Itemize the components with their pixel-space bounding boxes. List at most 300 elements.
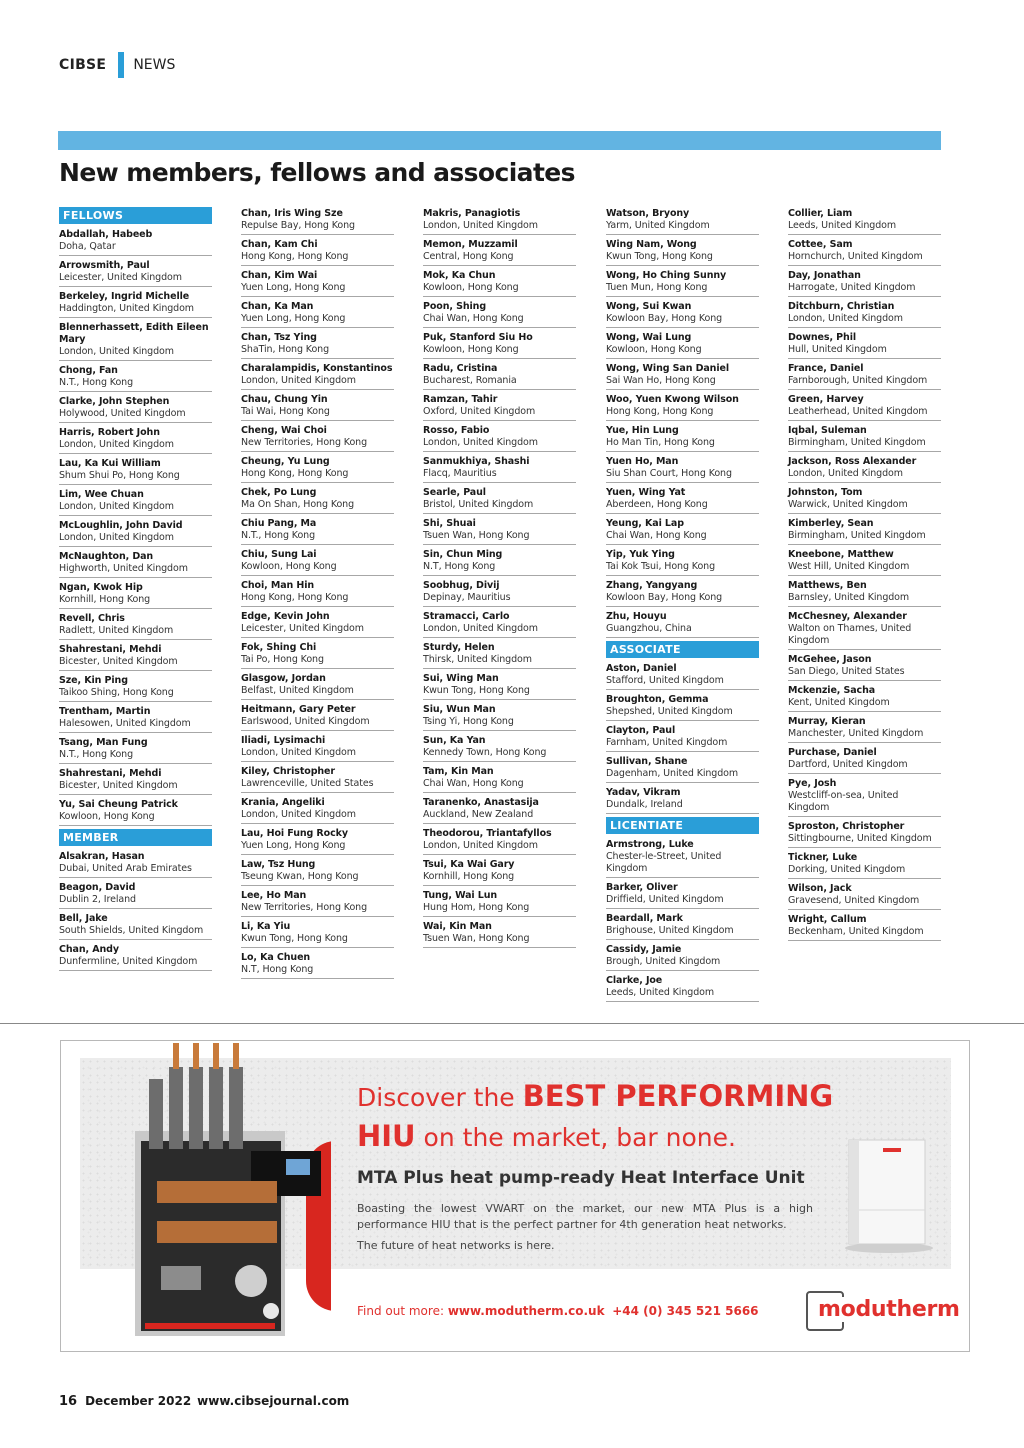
member-location: Leicester, United Kingdom (241, 623, 364, 634)
list-item (59, 581, 212, 609)
member-name: Yu, Sai Cheung Patrick (59, 799, 178, 810)
list-item (606, 662, 759, 690)
member-location: Flacq, Mauritius (423, 468, 497, 479)
member-location: London, United Kingdom (59, 501, 174, 512)
member-location: Bicester, United Kingdom (59, 656, 178, 667)
member-location: Guangzhou, China (606, 623, 692, 634)
ad-contact-line (357, 1304, 759, 1318)
hiu-product-image (121, 1041, 331, 1346)
member-name: Puk, Stanford Siu Ho (423, 332, 533, 343)
list-item (606, 362, 759, 390)
member-name: Jackson, Ross Alexander (788, 456, 917, 467)
list-item (241, 858, 394, 886)
member-location: Dundalk, Ireland (606, 799, 683, 810)
member-name: Lau, Ka Kui William (59, 458, 161, 469)
member-name: Heitmann, Gary Peter (241, 704, 356, 715)
list-item (423, 362, 576, 390)
issue-date: December 2022 (85, 1394, 192, 1408)
list-item (606, 693, 759, 721)
member-location: Ma On Shan, Hong Kong (241, 499, 355, 510)
member-name: Radu, Cristina (423, 363, 498, 374)
member-location: Walton on Thames, United Kingdom (788, 623, 912, 646)
member-location: Birmingham, United Kingdom (788, 530, 926, 541)
list-item (788, 684, 941, 712)
member-location: Oxford, United Kingdom (423, 406, 536, 417)
list-item (423, 734, 576, 762)
list-item (606, 207, 759, 235)
member-location: N.T., Hong Kong (241, 530, 316, 541)
member-name: Sin, Chun Ming (423, 549, 503, 560)
member-location: N.T., Hong Kong (59, 749, 134, 760)
member-location: Bicester, United Kingdom (59, 780, 178, 791)
member-name: Chek, Po Lung (241, 487, 317, 498)
list-item (788, 207, 941, 235)
list-item (423, 579, 576, 607)
member-list-col2 (241, 207, 394, 979)
member-location: Dorking, United Kingdom (788, 864, 906, 875)
member-name: Yadav, Vikram (606, 787, 681, 798)
member-name: Arrowsmith, Paul (59, 260, 150, 271)
member-name: Chan, Iris Wing Sze (241, 208, 343, 219)
member-list-col3 (423, 207, 576, 948)
column-1 (59, 207, 212, 974)
list-item (423, 765, 576, 793)
contact-website-link[interactable]: www.modutherm.co.uk (447, 1304, 605, 1318)
list-item (59, 321, 212, 361)
member-location: Repulse Bay, Hong Kong (241, 220, 355, 231)
list-item (241, 920, 394, 948)
member-location: Hong Kong, Hong Kong (241, 251, 349, 262)
member-name: Memon, Muzzamil (423, 239, 518, 250)
header-divider-bar (118, 52, 124, 78)
member-location: Dartford, United Kingdom (788, 759, 908, 770)
member-location: Tsing Yi, Hong Kong (423, 716, 514, 727)
list-item (788, 300, 941, 328)
list-item (788, 331, 941, 359)
list-item (423, 424, 576, 452)
section-label: NEWS (133, 57, 176, 73)
member-name: Matthews, Ben (788, 580, 867, 591)
list-item (788, 455, 941, 483)
member-name: Wong, Wai Lung (606, 332, 692, 343)
list-item (788, 820, 941, 848)
list-item (788, 610, 941, 650)
list-item (606, 424, 759, 452)
member-location: Kwun Tong, Hong Kong (423, 685, 530, 696)
member-location: Birmingham, United Kingdom (788, 437, 926, 448)
list-item (606, 755, 759, 783)
list-item (59, 943, 212, 971)
member-name: Chong, Fan (59, 365, 118, 376)
member-location: Central, Hong Kong (423, 251, 514, 262)
ad-headline-part2: BEST PERFORMING (522, 1079, 834, 1113)
member-name: Watson, Bryony (606, 208, 690, 219)
member-name: Tung, Wai Lun (423, 890, 498, 901)
list-item (788, 238, 941, 266)
member-location: Kowloon, Hong Kong (423, 344, 519, 355)
member-name: Stramacci, Carlo (423, 611, 510, 622)
member-location: N.T, Hong Kong (423, 561, 496, 572)
member-location: Haddington, United Kingdom (59, 303, 194, 314)
member-name: Wong, Ho Ching Sunny (606, 270, 727, 281)
member-location: Hong Kong, Hong Kong (241, 592, 349, 603)
member-location: Manchester, United Kingdom (788, 728, 924, 739)
member-location: Hong Kong, Hong Kong (241, 468, 349, 479)
member-location: London, United Kingdom (59, 439, 174, 450)
member-name: Chau, Chung Yin (241, 394, 328, 405)
list-item (59, 705, 212, 733)
member-name: Krania, Angeliki (241, 797, 325, 808)
list-item (788, 715, 941, 743)
member-name: Broughton, Gemma (606, 694, 709, 705)
member-name: Trentham, Martin (59, 706, 151, 717)
list-item (788, 517, 941, 545)
member-name: Rosso, Fabio (423, 425, 490, 436)
member-list (59, 850, 212, 971)
list-item (59, 912, 212, 940)
member-location: Belfast, United Kingdom (241, 685, 354, 696)
member-location: Leicester, United Kingdom (59, 272, 182, 283)
member-location: Chai Wan, Hong Kong (423, 778, 524, 789)
member-name: Alsakran, Hasan (59, 851, 145, 862)
member-location: Stafford, United Kingdom (606, 675, 724, 686)
member-name: Cheng, Wai Choi (241, 425, 327, 436)
member-location: Dunfermline, United Kingdom (59, 956, 198, 967)
list-item (606, 610, 759, 638)
member-location: Hung Hom, Hong Kong (423, 902, 530, 913)
list-item (241, 703, 394, 731)
list-item (59, 612, 212, 640)
member-name: Harris, Robert John (59, 427, 160, 438)
list-item (423, 207, 576, 235)
member-name: Chiu Pang, Ma (241, 518, 317, 529)
member-list-col4 (606, 207, 759, 638)
list-item (423, 486, 576, 514)
member-location: Dubai, United Arab Emirates (59, 863, 192, 874)
member-location: Gravesend, United Kingdom (788, 895, 920, 906)
member-name: Wai, Kin Man (423, 921, 492, 932)
member-name: Lau, Hoi Fung Rocky (241, 828, 348, 839)
member-location: London, United Kingdom (788, 313, 903, 324)
list-item (59, 798, 212, 826)
member-location: Dublin 2, Ireland (59, 894, 136, 905)
member-name: Lo, Ka Chuen (241, 952, 311, 963)
list-item (241, 269, 394, 297)
list-item (423, 331, 576, 359)
member-location: Kowloon Bay, Hong Kong (606, 592, 723, 603)
category-licentiate: LICENTIATE (606, 817, 759, 834)
list-item (788, 882, 941, 910)
list-item (606, 838, 759, 878)
member-name: Iliadi, Lysimachi (241, 735, 326, 746)
member-location: Kowloon, Hong Kong (241, 561, 337, 572)
member-name: Murray, Kieran (788, 716, 866, 727)
page-title: New members, fellows and associates (59, 158, 575, 187)
list-item (423, 610, 576, 638)
list-item (606, 974, 759, 1002)
list-item (241, 362, 394, 390)
member-location: Highworth, United Kingdom (59, 563, 188, 574)
member-location: Kwun Tong, Hong Kong (606, 251, 713, 262)
member-name: Tickner, Luke (788, 852, 858, 863)
member-name: Wong, Wing San Daniel (606, 363, 729, 374)
member-location: London, United Kingdom (423, 220, 538, 231)
member-location: Sai Wan Ho, Hong Kong (606, 375, 716, 386)
member-location: Shepshed, United Kingdom (606, 706, 733, 717)
list-item (59, 674, 212, 702)
page-number: 16 (59, 1394, 78, 1409)
member-location: New Territories, Hong Kong (241, 902, 368, 913)
member-name: Yuen, Wing Yat (606, 487, 686, 498)
member-location: Yuen Long, Hong Kong (241, 313, 346, 324)
category-fellows: FELLOWS (59, 207, 212, 224)
column-2 (241, 207, 394, 982)
category-associate: ASSOCIATE (606, 641, 759, 658)
member-location: Tseung Kwan, Hong Kong (241, 871, 359, 882)
column-3 (423, 207, 576, 951)
member-name: Tam, Kin Man (423, 766, 494, 777)
member-name: Poon, Shing (423, 301, 487, 312)
member-name: Siu, Wun Man (423, 704, 496, 715)
member-location: Halesowen, United Kingdom (59, 718, 191, 729)
member-name: Edge, Kevin John (241, 611, 330, 622)
member-location: Beckenham, United Kingdom (788, 926, 924, 937)
list-item (788, 746, 941, 774)
list-item (423, 269, 576, 297)
list-item (59, 550, 212, 578)
member-location: Yuen Long, Hong Kong (241, 840, 346, 851)
member-name: Wong, Sui Kwan (606, 301, 692, 312)
list-item (241, 207, 394, 235)
list-item (423, 796, 576, 824)
member-location: London, United Kingdom (241, 747, 356, 758)
list-item (241, 548, 394, 576)
list-item (59, 364, 212, 392)
member-location: Lawrenceville, United States (241, 778, 374, 789)
brand-label: CIBSE (59, 57, 107, 73)
member-name: Downes, Phil (788, 332, 857, 343)
member-location: London, United Kingdom (788, 468, 903, 479)
member-location: Bristol, United Kingdom (423, 499, 534, 510)
list-item (788, 913, 941, 941)
member-location: Harrogate, United Kingdom (788, 282, 916, 293)
member-name: Sui, Wing Man (423, 673, 499, 684)
member-location: Tai Wai, Hong Kong (241, 406, 330, 417)
page-footer (59, 1394, 349, 1409)
member-name: Ngan, Kwok Hip (59, 582, 143, 593)
member-location: Tuen Mun, Hong Kong (606, 282, 708, 293)
member-name: Abdallah, Habeeb (59, 229, 153, 240)
member-location: Kornhill, Hong Kong (423, 871, 515, 882)
list-item (241, 672, 394, 700)
list-item (59, 850, 212, 878)
member-name: Cassidy, Jamie (606, 944, 682, 955)
list-item (788, 424, 941, 452)
list-item (423, 920, 576, 948)
member-location: Chai Wan, Hong Kong (423, 313, 524, 324)
list-item (788, 851, 941, 879)
member-location: Auckland, New Zealand (423, 809, 534, 820)
member-name: Yuen Ho, Man (606, 456, 679, 467)
footer-url: www.cibsejournal.com (197, 1394, 350, 1408)
list-item (241, 641, 394, 669)
member-name: Yip, Yuk Ying (606, 549, 675, 560)
member-location: Kornhill, Hong Kong (59, 594, 151, 605)
member-location: Tsuen Wan, Hong Kong (423, 530, 530, 541)
member-name: Zhu, Houyu (606, 611, 667, 622)
list-item (606, 517, 759, 545)
member-name: Theodorou, Triantafyllos (423, 828, 552, 839)
list-item (788, 548, 941, 576)
ad-headline-part1: Discover the (357, 1083, 523, 1112)
member-name: Barker, Oliver (606, 882, 678, 893)
member-name: Sanmukhiya, Shashi (423, 456, 530, 467)
list-item (788, 393, 941, 421)
member-location: Kowloon Bay, Hong Kong (606, 313, 723, 324)
list-item (59, 228, 212, 256)
member-location: London, United Kingdom (241, 809, 356, 820)
list-item (59, 519, 212, 547)
member-location: Leatherhead, United Kingdom (788, 406, 928, 417)
list-item (241, 238, 394, 266)
member-location: Earlswood, United Kingdom (241, 716, 370, 727)
list-item (59, 290, 212, 318)
member-name: Collier, Liam (788, 208, 853, 219)
member-name: France, Daniel (788, 363, 864, 374)
category-member: MEMBER (59, 829, 212, 846)
member-location: Tsuen Wan, Hong Kong (423, 933, 530, 944)
member-location: Bucharest, Romania (423, 375, 517, 386)
member-name: Ramzan, Tahir (423, 394, 498, 405)
member-name: Chan, Kim Wai (241, 270, 318, 281)
member-name: Chan, Ka Man (241, 301, 314, 312)
member-location: Taikoo Shing, Hong Kong (59, 687, 174, 698)
member-location: N.T., Hong Kong (59, 377, 134, 388)
member-name: Cottee, Sam (788, 239, 853, 250)
list-item (241, 486, 394, 514)
member-name: Iqbal, Suleman (788, 425, 867, 436)
member-location: Kent, United Kingdom (788, 697, 890, 708)
list-item (423, 827, 576, 855)
member-name: Armstrong, Luke (606, 839, 694, 850)
list-item (788, 579, 941, 607)
list-item (241, 300, 394, 328)
list-item (606, 881, 759, 909)
member-name: Day, Jonathan (788, 270, 861, 281)
list-item (241, 610, 394, 638)
member-name: Law, Tsz Hung (241, 859, 316, 870)
member-location: ShaTin, Hong Kong (241, 344, 330, 355)
contact-phone: +44 (0) 345 521 5666 (612, 1304, 759, 1318)
member-name: Chiu, Sung Lai (241, 549, 317, 560)
member-name: Shahrestani, Mehdi (59, 644, 162, 655)
list-item (59, 881, 212, 909)
member-name: Tsui, Ka Wai Gary (423, 859, 515, 870)
member-location: Kowloon, Hong Kong (59, 811, 155, 822)
member-location: Yuen Long, Hong Kong (241, 282, 346, 293)
member-name: Beagon, David (59, 882, 136, 893)
member-location: Tai Po, Hong Kong (241, 654, 324, 665)
member-name: Yue, Hin Lung (606, 425, 679, 436)
wall-unit-image (831, 1134, 939, 1254)
list-item (241, 889, 394, 917)
member-location: Warwick, United Kingdom (788, 499, 908, 510)
member-name: Sproston, Christopher (788, 821, 905, 832)
list-item (606, 455, 759, 483)
section-divider (0, 1023, 1024, 1024)
list-item (241, 796, 394, 824)
list-item (788, 653, 941, 681)
list-item (788, 269, 941, 297)
member-name: Makris, Panagiotis (423, 208, 521, 219)
member-name: Johnston, Tom (788, 487, 863, 498)
list-item (59, 457, 212, 485)
list-item (241, 951, 394, 979)
member-location: Tai Kok Tsui, Hong Kong (606, 561, 716, 572)
list-item (241, 455, 394, 483)
member-name: Beardall, Mark (606, 913, 683, 924)
member-location: Radlett, United Kingdom (59, 625, 174, 636)
member-name: Kiley, Christopher (241, 766, 335, 777)
member-name: Sun, Ka Yan (423, 735, 486, 746)
licentiate-list (606, 838, 759, 1002)
member-location: Driffield, United Kingdom (606, 894, 724, 905)
member-name: Tsang, Man Fung (59, 737, 148, 748)
list-item (241, 765, 394, 793)
list-item (606, 548, 759, 576)
member-name: McLoughlin, John David (59, 520, 183, 531)
list-item (606, 724, 759, 752)
member-location: Farnborough, United Kingdom (788, 375, 928, 386)
member-location: Doha, Qatar (59, 241, 116, 252)
list-item (423, 641, 576, 669)
member-name: Aston, Daniel (606, 663, 677, 674)
list-item (606, 579, 759, 607)
fellows-list (59, 228, 212, 826)
ad-headline-line2 (357, 1119, 736, 1153)
member-name: Taranenko, Anastasija (423, 797, 539, 808)
list-item (423, 858, 576, 886)
ad-subheading: MTA Plus heat pump-ready Heat Interface Unit (357, 1168, 805, 1188)
member-name: Wilson, Jack (788, 883, 852, 894)
list-item (606, 331, 759, 359)
member-location: Thirsk, United Kingdom (423, 654, 532, 665)
list-item (59, 426, 212, 454)
member-location: New Territories, Hong Kong (241, 437, 368, 448)
member-location: London, United Kingdom (59, 346, 174, 357)
member-location: Shum Shui Po, Hong Kong (59, 470, 180, 481)
member-name: Cheung, Yu Lung (241, 456, 330, 467)
list-item (788, 777, 941, 817)
member-location: Hull, United Kingdom (788, 344, 887, 355)
member-name: Purchase, Daniel (788, 747, 877, 758)
member-name: Revell, Chris (59, 613, 125, 624)
member-name: Glasgow, Jordan (241, 673, 326, 684)
advertisement[interactable] (60, 1040, 970, 1352)
member-name: Clarke, John Stephen (59, 396, 170, 407)
list-item (788, 362, 941, 390)
member-location: Hong Kong, Hong Kong (606, 406, 714, 417)
member-name: Lim, Wee Chuan (59, 489, 144, 500)
list-item (423, 548, 576, 576)
ad-headline-part3: HIU (357, 1119, 416, 1153)
member-location: Barnsley, United Kingdom (788, 592, 910, 603)
list-item (59, 643, 212, 671)
list-item (59, 488, 212, 516)
top-color-band (58, 131, 941, 150)
list-item (606, 486, 759, 514)
ad-headline-line1 (357, 1079, 833, 1113)
